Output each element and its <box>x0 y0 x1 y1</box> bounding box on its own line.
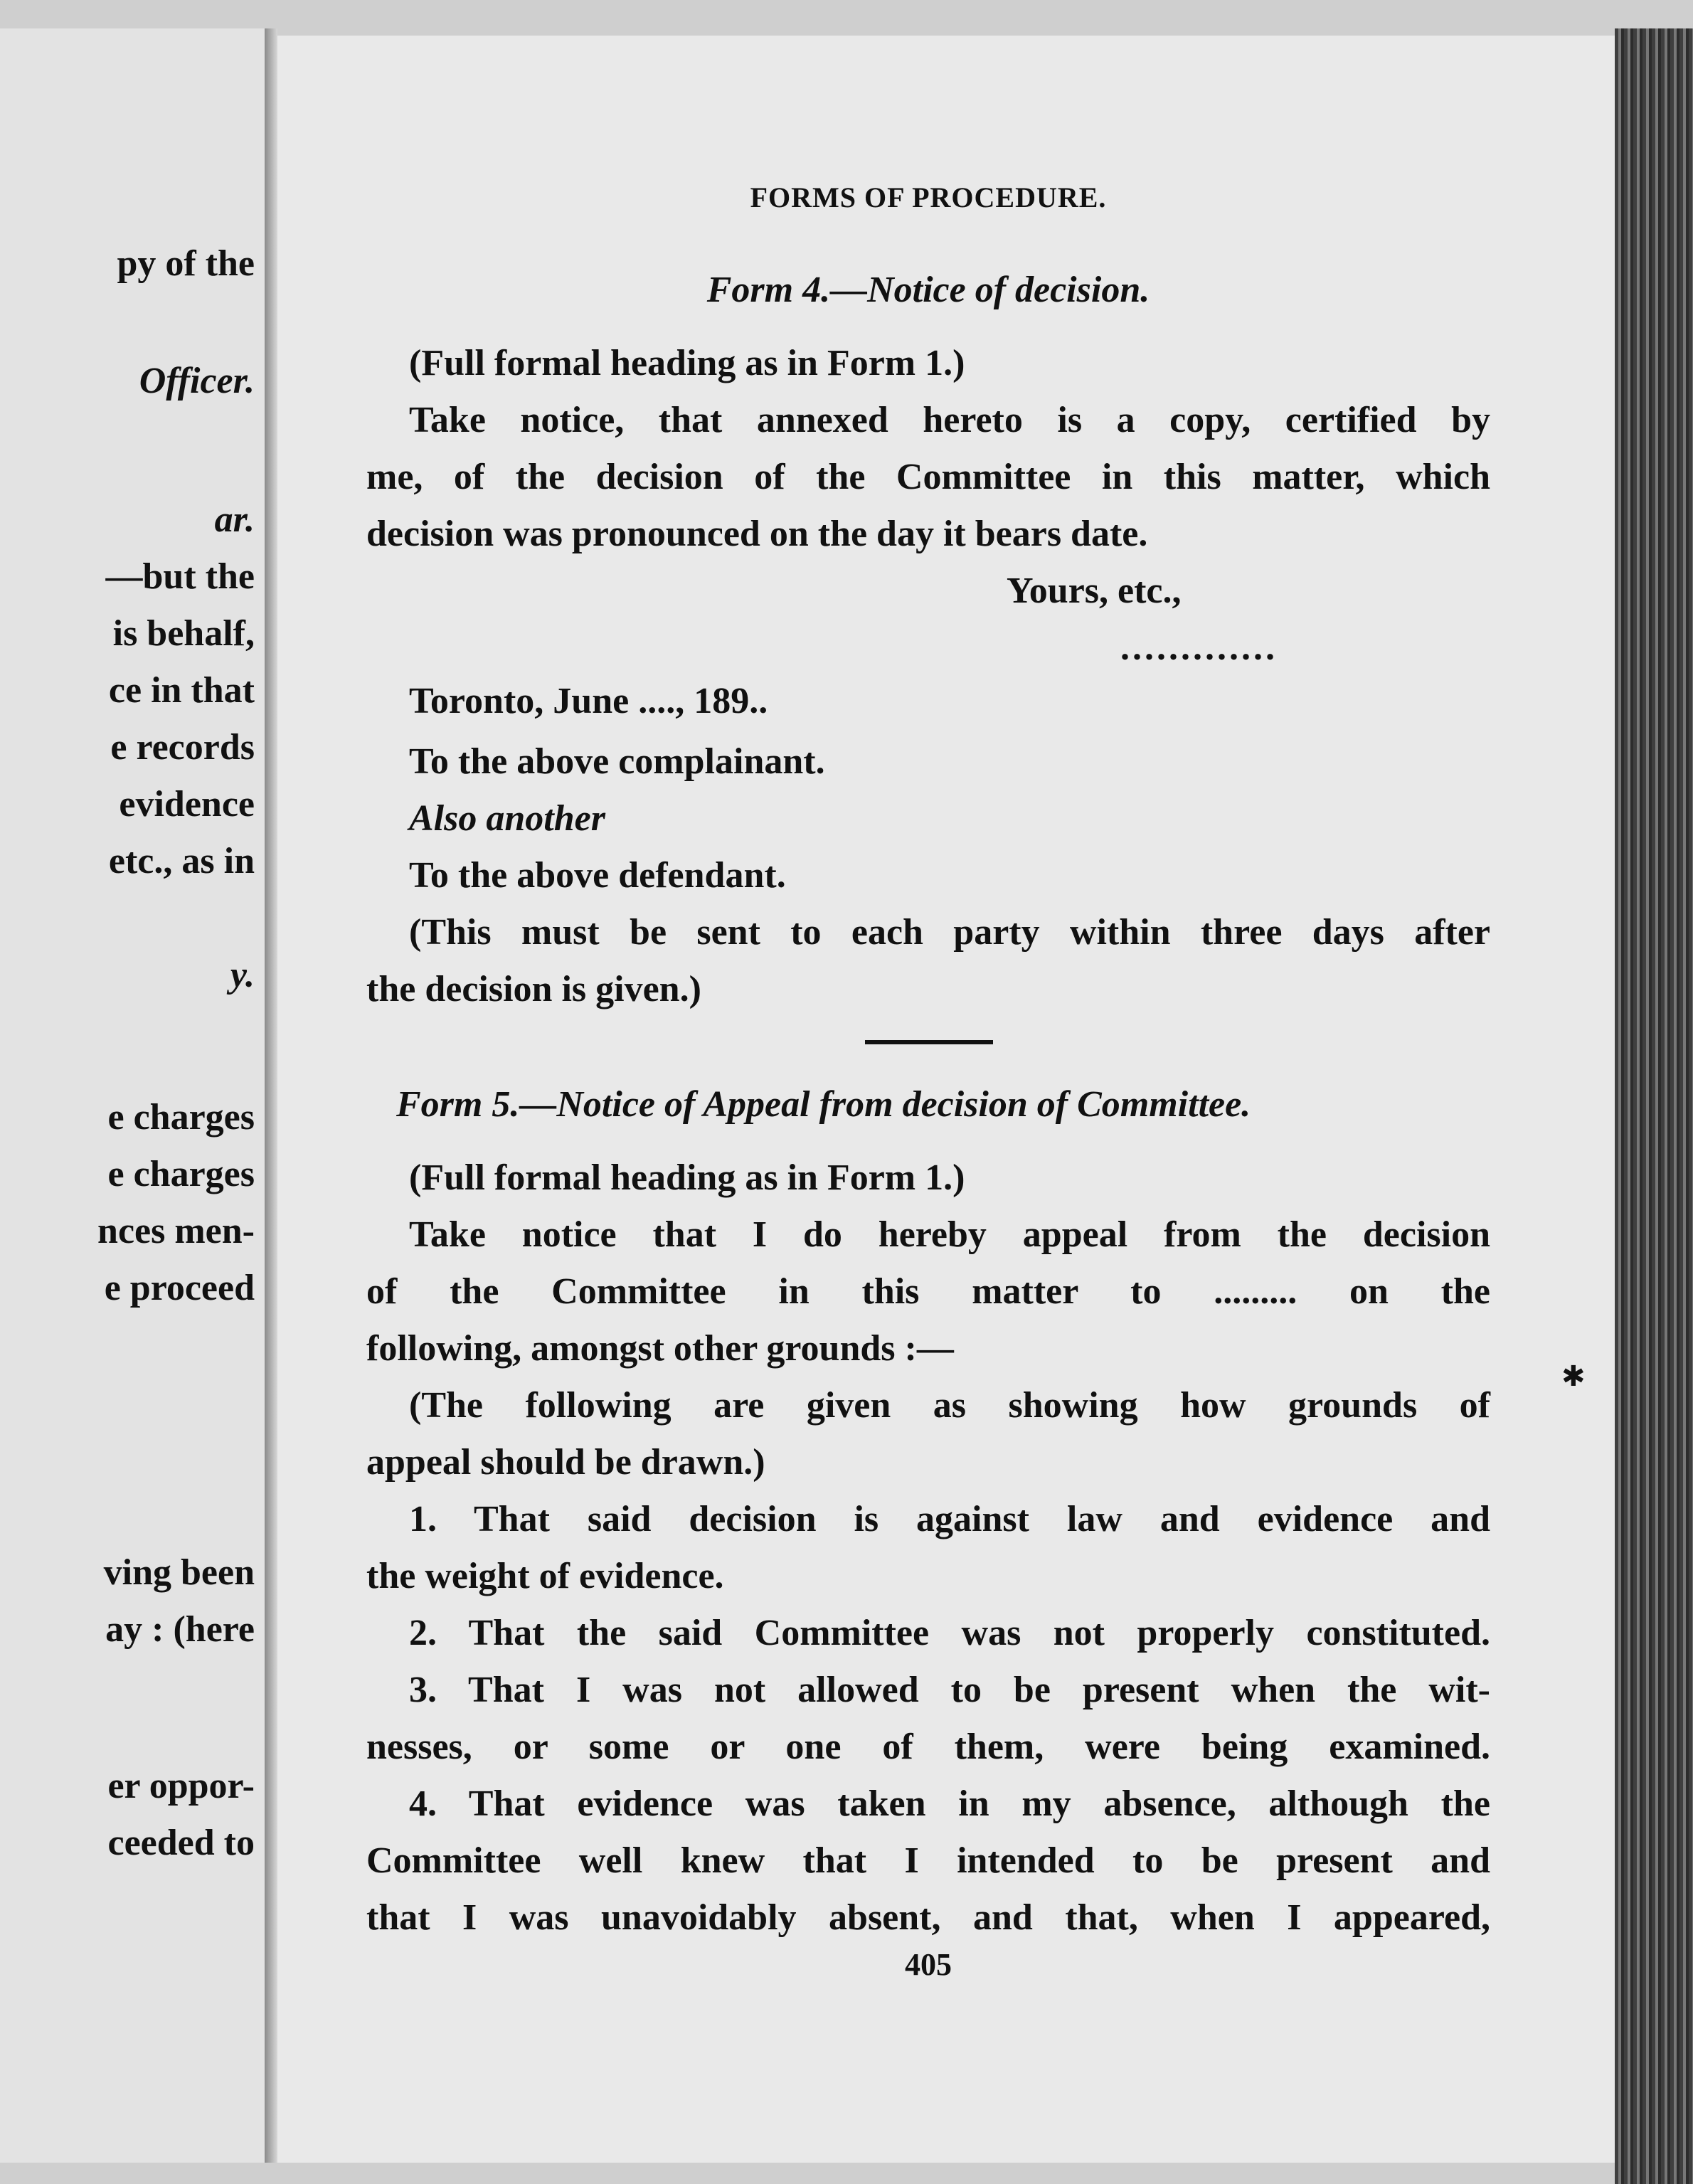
form5-intro-line: following, amongst other grounds :— <box>366 1328 954 1369</box>
left-page-fragment: —but the <box>105 556 255 597</box>
left-page-fragment: e charges <box>107 1154 255 1194</box>
form5-heading-note: (Full formal heading as in Form 1.) <box>409 1157 965 1198</box>
ground-4-line: Committee well knew that I intended to be present and <box>366 1840 1490 1881</box>
form5-note-line: (The following are given as showing how grounds of <box>409 1385 1490 1426</box>
ground-4-line: that I was unavoidably absent, and that, when I appeared, <box>366 1897 1490 1938</box>
left-page-fragment: er oppor- <box>107 1766 255 1806</box>
left-page-fragment: is behalf, <box>112 613 255 654</box>
form4-heading-note: (Full formal heading as in Form 1.) <box>409 343 965 383</box>
form4-note-line: the decision is given.) <box>366 969 701 1009</box>
form5-intro-line: Take notice that I do hereby appeal from the decision <box>409 1214 1490 1255</box>
left-page-fragment: ce in that <box>108 670 255 711</box>
form4-also-another: Also another <box>409 798 605 839</box>
left-page <box>0 28 267 2163</box>
ground-3-line: 3. That I was not allowed to be present when the wit- <box>409 1670 1490 1710</box>
form4-body-line: decision was pronounced on the day it bears date. <box>366 514 1148 554</box>
left-page-fragment: etc., as in <box>108 841 255 881</box>
form4-signature-dots: ............. <box>1120 627 1278 668</box>
form4-closing: Yours, etc., <box>1007 571 1182 611</box>
left-page-fragment: y. <box>230 955 255 995</box>
left-page-fragment: Officer. <box>139 361 255 401</box>
form4-body-line: me, of the decision of the Committee in this matter, which <box>366 457 1490 497</box>
page-number: 405 <box>905 1947 952 1982</box>
ground-1-line: the weight of evidence. <box>366 1556 724 1596</box>
left-page-fragment: py of the <box>117 243 255 284</box>
form4-note-line: (This must be sent to each party within three days after <box>409 912 1490 953</box>
section-divider-rule <box>865 1040 993 1044</box>
form4-to-defendant: To the above defendant. <box>409 855 786 896</box>
margin-asterisk-mark: ✱ <box>1561 1360 1586 1393</box>
ground-2-line: 2. That the said Committee was not properly constituted. <box>409 1613 1490 1653</box>
left-page-fragment: e charges <box>107 1097 255 1138</box>
form4-body-line: Take notice, that annexed hereto is a copy, certified by <box>409 400 1490 440</box>
page-edges <box>1615 28 1693 2184</box>
ground-4-line: 4. That evidence was taken in my absence, although the <box>409 1783 1490 1824</box>
form5-note-line: appeal should be drawn.) <box>366 1442 765 1483</box>
running-head: FORMS OF PROCEDURE. <box>750 181 1107 213</box>
left-page-fragment: ving been <box>103 1552 255 1593</box>
form4-to-complainant: To the above complainant. <box>409 741 825 782</box>
left-page-fragment: e records <box>110 727 255 768</box>
book-gutter <box>265 28 277 2163</box>
form5-title: Form 5.—Notice of Appeal from decision of Committee. <box>396 1084 1251 1125</box>
left-page-fragment: ceeded to <box>107 1823 255 1863</box>
left-page-fragment: e proceed <box>104 1268 255 1308</box>
form5-intro-line: of the Committee in this matter to ......... on the <box>366 1271 1490 1312</box>
ground-3-line: nesses, or some or one of them, were being examined. <box>366 1727 1490 1767</box>
form4-title: Form 4.—Notice of decision. <box>706 270 1150 310</box>
left-page-fragment: ar. <box>214 499 255 540</box>
left-page-fragment: evidence <box>119 784 255 825</box>
ground-1-line: 1. That said decision is against law and evidence and <box>409 1499 1490 1539</box>
left-page-fragment: ay : (here <box>105 1609 255 1650</box>
left-page-fragment: nces men- <box>97 1211 255 1251</box>
form4-dateline: Toronto, June ...., 189.. <box>409 681 768 721</box>
